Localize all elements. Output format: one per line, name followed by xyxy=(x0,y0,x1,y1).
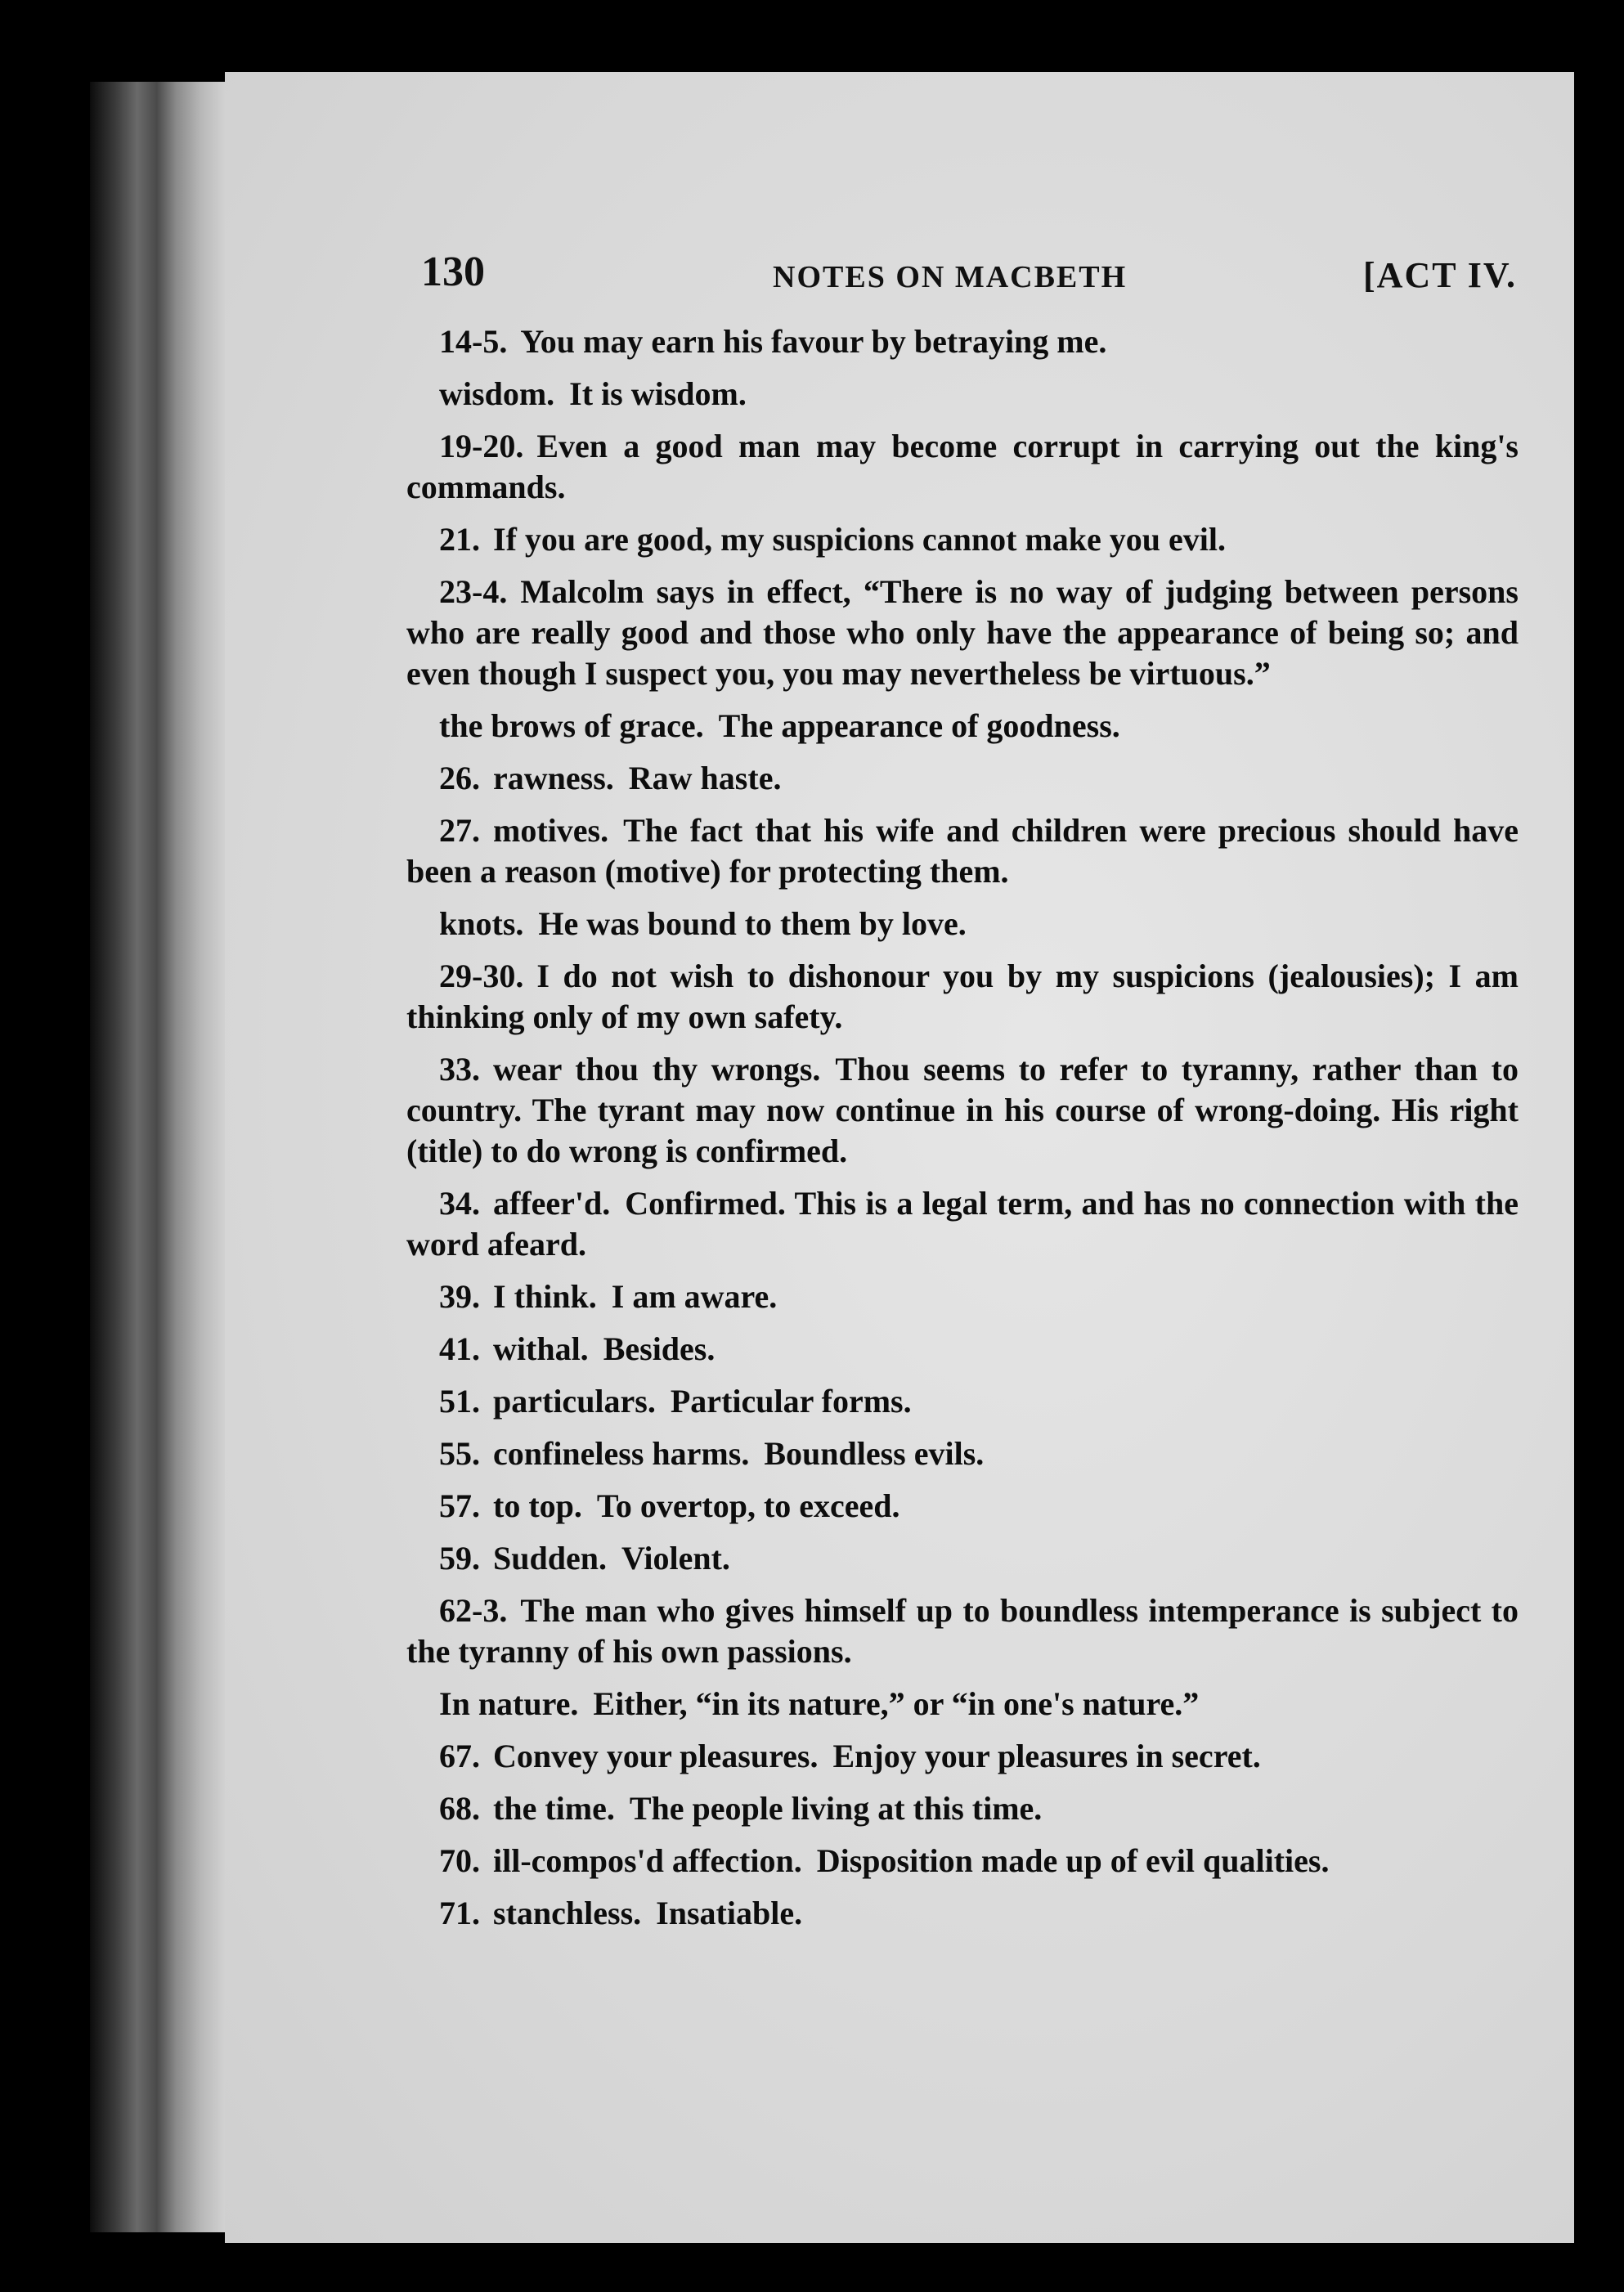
note-ref: 70. xyxy=(439,1842,480,1879)
note-lemma: Sudden. xyxy=(493,1540,607,1577)
note-ref: 55. xyxy=(439,1435,480,1472)
note-gloss: Besides. xyxy=(603,1330,716,1367)
note-gloss: Insatiable. xyxy=(656,1895,803,1931)
note-lemma: rawness. xyxy=(493,760,614,796)
book-spine xyxy=(90,82,229,2232)
note-ref: 39. xyxy=(439,1278,480,1315)
act-marker: [ACT IV. xyxy=(1363,255,1517,295)
note-in-nature xyxy=(406,1684,1519,1725)
note-ref: 19-20. xyxy=(439,428,524,464)
running-title: NOTES ON MACBETH xyxy=(773,260,1128,294)
notes-list xyxy=(406,321,1519,1945)
note-lemma: affeer'd. xyxy=(493,1185,611,1222)
note-gloss: You may earn his favour by betraying me. xyxy=(520,323,1107,360)
note-lemma: wisdom. xyxy=(439,375,555,412)
note-ref: 67. xyxy=(439,1738,480,1774)
note-ref: 71. xyxy=(439,1895,480,1931)
note-lemma: the time. xyxy=(493,1790,615,1827)
note-lemma: withal. xyxy=(493,1330,589,1367)
note-gloss: Raw haste. xyxy=(628,760,782,796)
note-70 xyxy=(406,1841,1519,1882)
note-lemma: to top. xyxy=(493,1487,582,1524)
note-ref: 23-4. xyxy=(439,573,508,610)
note-ref: 26. xyxy=(439,760,480,796)
note-lemma: particulars. xyxy=(493,1383,656,1420)
note-gloss: Confirmed. This is a legal term, and has no connection with the word afeard. xyxy=(406,1185,1519,1263)
note-gloss: If you are good, my suspicions cannot make you evil. xyxy=(493,521,1227,558)
note-wisdom xyxy=(406,374,1519,415)
note-gloss: The appearance of goodness. xyxy=(718,707,1120,744)
note-gloss: Boundless evils. xyxy=(764,1435,985,1472)
note-lemma: In nature. xyxy=(439,1685,579,1722)
note-gloss: Enjoy your pleasures in secret. xyxy=(832,1738,1261,1774)
note-lemma: Convey your pleasures. xyxy=(493,1738,819,1774)
note-27 xyxy=(406,810,1519,892)
note-ref: 59. xyxy=(439,1540,480,1577)
note-51 xyxy=(406,1381,1519,1422)
note-62-3 xyxy=(406,1590,1519,1672)
note-gloss: I do not wish to dishonour you by my suspicions (jealousies); I am thinking only of my own safety. xyxy=(406,958,1519,1035)
note-lemma: I think. xyxy=(493,1278,597,1315)
note-gloss: He was bound to them by love. xyxy=(538,905,967,942)
note-21 xyxy=(406,519,1519,560)
note-gloss: Either, “in its nature,” or “in one's nature.” xyxy=(593,1685,1200,1722)
note-gloss: The man who gives himself up to boundless intemperance is subject to the tyranny of his own passions. xyxy=(406,1592,1519,1670)
note-ref: 29-30. xyxy=(439,958,524,994)
note-gloss: I am aware. xyxy=(611,1278,778,1315)
note-gloss: Malcolm says in effect, “There is no way of judging between persons who are really good and those who only have the appearance of being so; and even though I suspect you, you may nevertheless be virtuous.” xyxy=(406,573,1519,692)
note-14-5 xyxy=(406,321,1519,362)
note-lemma: knots. xyxy=(439,905,524,942)
note-gloss: The fact that his wife and children were precious should have been a reason (motive) for protecting them. xyxy=(406,812,1519,890)
note-gloss: Violent. xyxy=(621,1540,730,1577)
note-lemma: ill-compos'd affection. xyxy=(493,1842,802,1879)
note-gloss: It is wisdom. xyxy=(569,375,747,412)
note-lemma: wear thou thy wrongs. xyxy=(493,1051,821,1088)
page-number: 130 xyxy=(421,249,485,295)
note-59 xyxy=(406,1538,1519,1579)
book-page xyxy=(225,72,1574,2243)
note-gloss: Particular forms. xyxy=(670,1383,912,1420)
note-lemma: stanchless. xyxy=(493,1895,642,1931)
note-lemma: confineless harms. xyxy=(493,1435,750,1472)
note-ref: 51. xyxy=(439,1383,480,1420)
note-19-20 xyxy=(406,426,1519,508)
note-ref: 41. xyxy=(439,1330,480,1367)
note-gloss: The people living at this time. xyxy=(629,1790,1043,1827)
note-68 xyxy=(406,1788,1519,1829)
note-knots xyxy=(406,904,1519,944)
note-ref: 62-3. xyxy=(439,1592,508,1629)
note-ref: 27. xyxy=(439,812,480,849)
note-lemma: motives. xyxy=(493,812,609,849)
note-ref: 34. xyxy=(439,1185,480,1222)
note-26 xyxy=(406,758,1519,799)
note-23-4 xyxy=(406,572,1519,694)
note-67 xyxy=(406,1736,1519,1777)
note-29-30 xyxy=(406,956,1519,1038)
note-brows-of-grace xyxy=(406,706,1519,747)
note-ref: 21. xyxy=(439,521,480,558)
running-head xyxy=(421,248,1517,305)
note-ref: 14-5. xyxy=(439,323,508,360)
note-ref: 57. xyxy=(439,1487,480,1524)
note-ref: 33. xyxy=(439,1051,480,1088)
note-gloss: Even a good man may become corrupt in carrying out the king's commands. xyxy=(406,428,1519,505)
note-lemma: the brows of grace. xyxy=(439,707,704,744)
note-ref: 68. xyxy=(439,1790,480,1827)
note-41 xyxy=(406,1329,1519,1370)
note-gloss: To overtop, to exceed. xyxy=(596,1487,900,1524)
note-57 xyxy=(406,1486,1519,1527)
note-71 xyxy=(406,1893,1519,1934)
note-55 xyxy=(406,1433,1519,1474)
note-33 xyxy=(406,1049,1519,1172)
note-34 xyxy=(406,1183,1519,1265)
note-gloss: Disposition made up of evil qualities. xyxy=(816,1842,1330,1879)
note-39 xyxy=(406,1276,1519,1317)
note-gloss: Thou seems to refer to tyranny, rather than to country. The tyrant may now continue in his course of wrong-doing. His right (title) to do wrong is confirmed. xyxy=(406,1051,1519,1169)
